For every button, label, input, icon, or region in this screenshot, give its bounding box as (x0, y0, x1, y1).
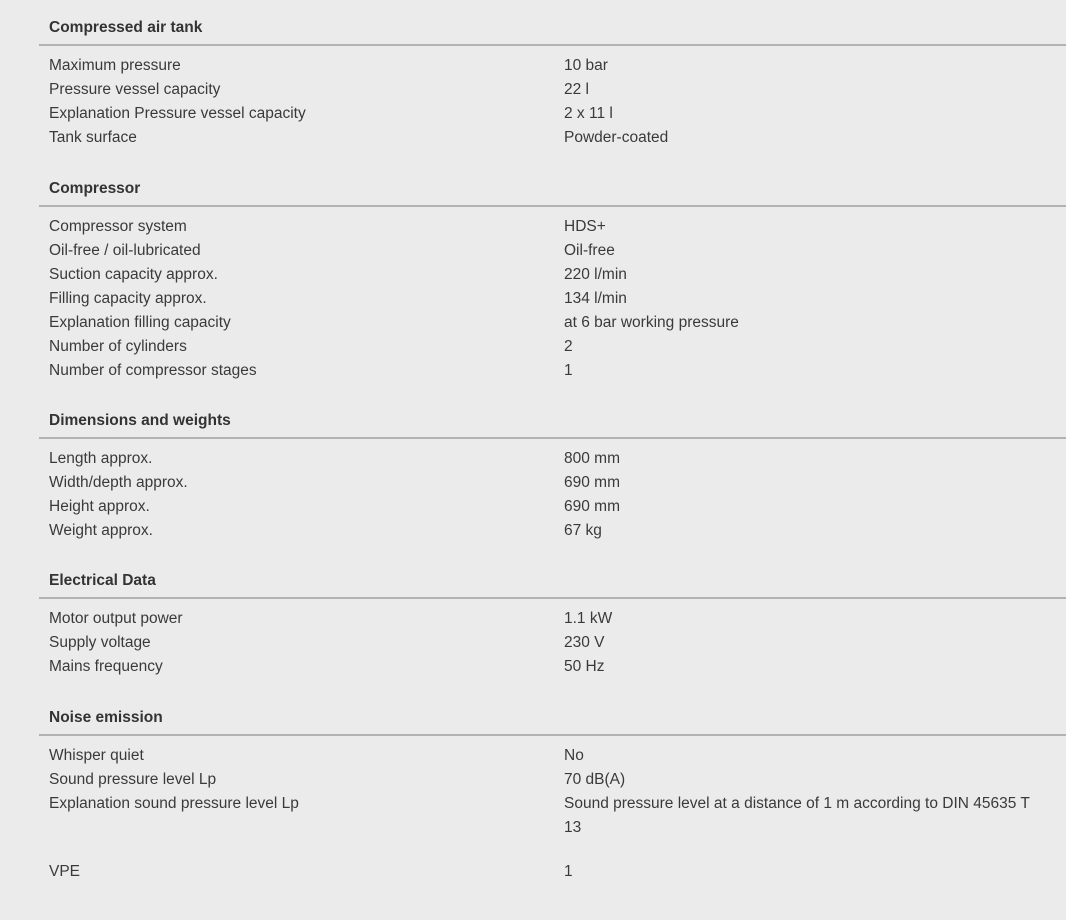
spec-row (0, 126, 1066, 150)
spec-label: Maximum pressure (49, 57, 181, 74)
spec-label: Whisper quiet (49, 747, 144, 764)
spec-value: Oil-free (564, 242, 615, 259)
section-title: Compressor (49, 180, 141, 197)
section-electrical-data (0, 571, 1066, 679)
spec-value: No (564, 747, 584, 764)
spec-row (0, 792, 1066, 840)
section-compressed-air-tank (0, 18, 1066, 150)
spec-row (0, 447, 1066, 471)
spec-label: Supply voltage (49, 634, 151, 651)
spec-label: Height approx. (49, 498, 150, 515)
spec-value: 67 kg (564, 522, 602, 539)
spec-value: 10 bar (564, 57, 608, 74)
spec-value: 50 Hz (564, 658, 605, 675)
spec-value: Sound pressure level at a distance of 1 m according to DIN 45635 T 13 (564, 795, 1030, 836)
spec-row (0, 768, 1066, 792)
spec-row (0, 495, 1066, 519)
spec-row (0, 655, 1066, 679)
spec-row (0, 359, 1066, 383)
spec-row (0, 519, 1066, 543)
spec-row (0, 78, 1066, 102)
spec-value: 2 (564, 338, 573, 355)
spec-label: Explanation sound pressure level Lp (49, 795, 299, 812)
section-title: Noise emission (49, 709, 163, 726)
spec-row (0, 335, 1066, 359)
spec-label: Explanation filling capacity (49, 314, 231, 331)
spec-row (0, 263, 1066, 287)
spec-rows (0, 599, 1066, 679)
spec-row (0, 287, 1066, 311)
spec-value: 220 l/min (564, 266, 627, 283)
spec-value: 690 mm (564, 474, 620, 491)
spec-label: Motor output power (49, 610, 183, 627)
spec-rows (0, 46, 1066, 150)
spec-label: Suction capacity approx. (49, 266, 218, 283)
spec-rows (0, 439, 1066, 543)
spec-row (0, 744, 1066, 768)
section-compressor (0, 179, 1066, 383)
spec-value: Powder-coated (564, 129, 669, 146)
spec-label: Weight approx. (49, 522, 153, 539)
spec-value: 1 (564, 362, 573, 379)
spec-value: 1 (564, 863, 573, 880)
section-title: Compressed air tank (49, 19, 203, 36)
spec-row (0, 215, 1066, 239)
spec-label: Tank surface (49, 129, 137, 146)
spec-row (0, 311, 1066, 335)
spec-row (0, 102, 1066, 126)
spec-label: Width/depth approx. (49, 474, 188, 491)
spec-row (0, 631, 1066, 655)
section-title: Dimensions and weights (49, 412, 231, 429)
spec-row (0, 54, 1066, 78)
spec-value: 70 dB(A) (564, 771, 626, 788)
spec-value: 134 l/min (564, 290, 627, 307)
spec-label: Explanation Pressure vessel capacity (49, 105, 306, 122)
spec-label: Pressure vessel capacity (49, 81, 221, 98)
spec-row-vpe (0, 860, 1066, 884)
spec-value: 690 mm (564, 498, 620, 515)
spec-label: Oil-free / oil-lubricated (49, 242, 201, 259)
spec-value: 230 V (564, 634, 605, 651)
spec-label: Filling capacity approx. (49, 290, 207, 307)
spec-label: Number of cylinders (49, 338, 187, 355)
spec-row (0, 239, 1066, 263)
section-dimensions-and-weights (0, 411, 1066, 543)
spec-value: at 6 bar working pressure (564, 314, 739, 331)
spec-label: VPE (49, 863, 81, 880)
spec-value: 22 l (564, 81, 589, 98)
spec-label: Length approx. (49, 450, 153, 467)
spec-row (0, 471, 1066, 495)
spec-label: Number of compressor stages (49, 362, 257, 379)
spec-rows (0, 207, 1066, 383)
spec-value: 1.1 kW (564, 610, 613, 627)
spec-row (0, 607, 1066, 631)
spec-value: 2 x 11 l (564, 105, 613, 122)
spec-value: HDS+ (564, 218, 606, 235)
spec-label: Mains frequency (49, 658, 163, 675)
spec-label: Compressor system (49, 218, 187, 235)
spec-label: Sound pressure level Lp (49, 771, 217, 788)
section-title: Electrical Data (49, 572, 156, 589)
spec-value: 800 mm (564, 450, 620, 467)
spec-rows (0, 736, 1066, 840)
section-noise-emission (0, 708, 1066, 840)
